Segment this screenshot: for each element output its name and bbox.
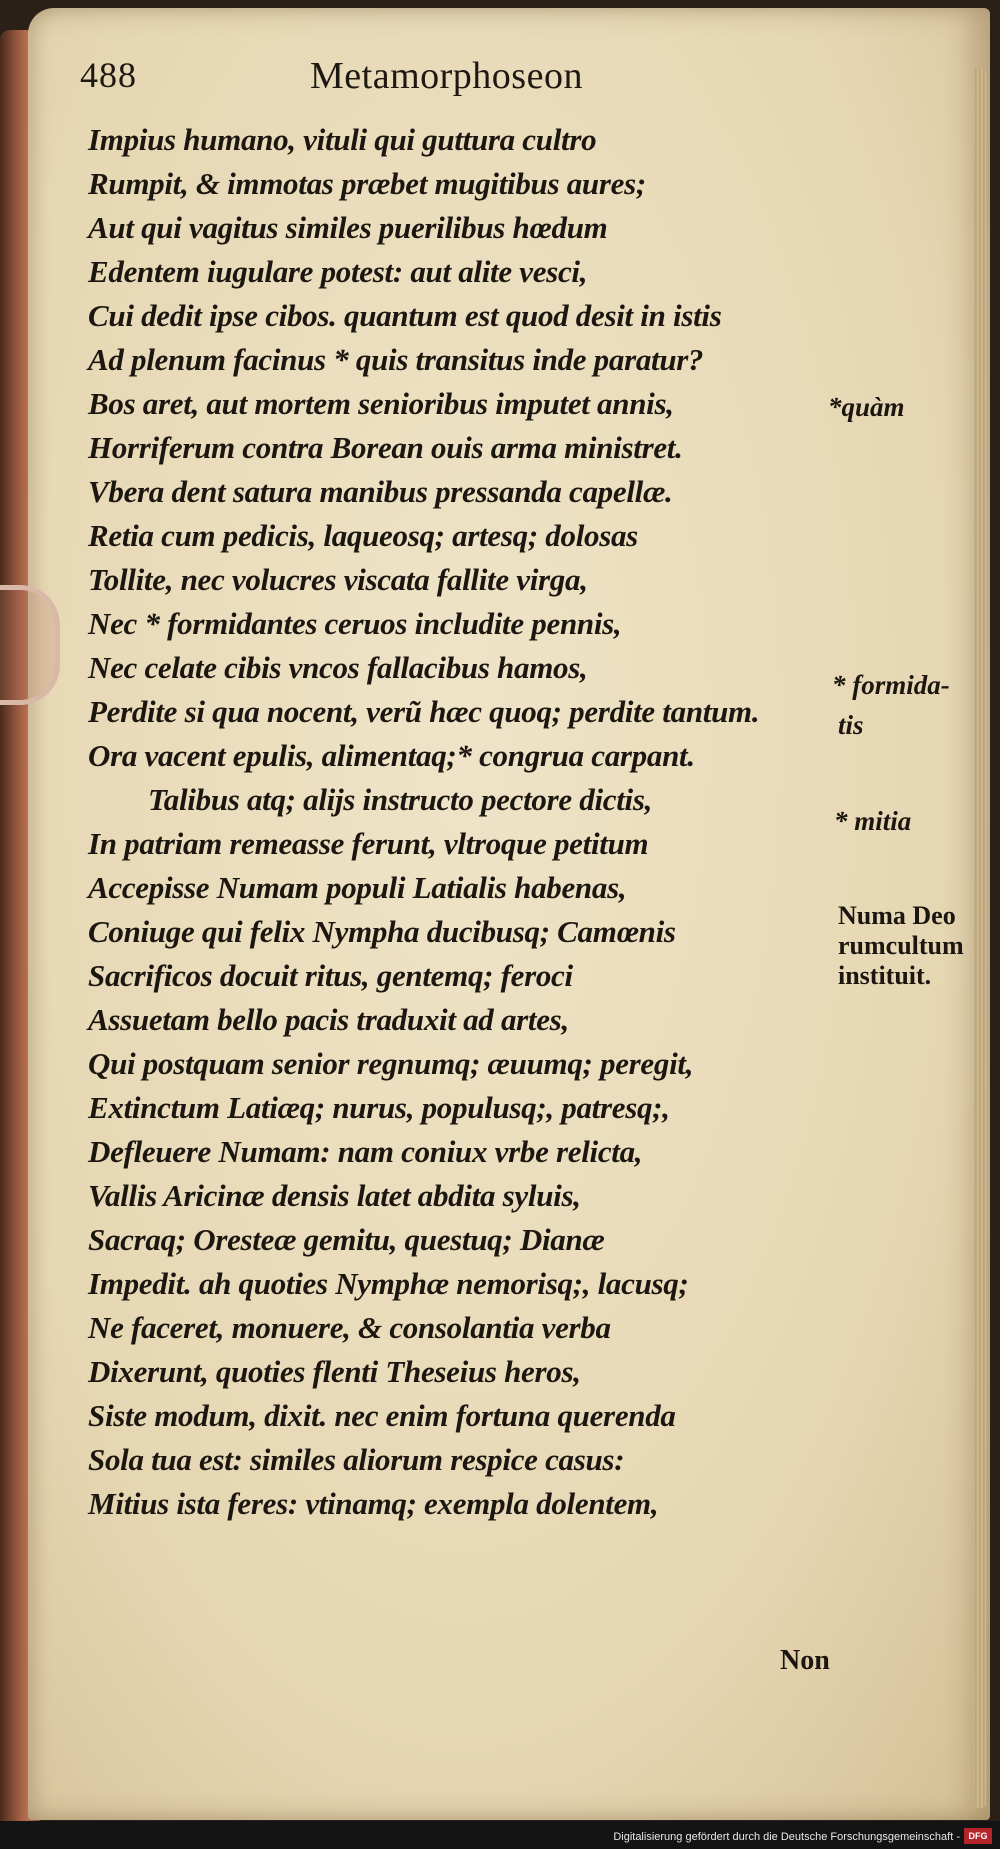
margin-note-mitia: * mitia <box>834 806 912 836</box>
verse-line: Vallis Aricinæ densis latet abdita syluis, <box>88 1178 581 1213</box>
book-title: Metamorphoseon <box>310 55 583 97</box>
verse-line: Coniuge qui felix Nympha ducibusq; Camœnis <box>88 914 676 949</box>
verse-line: Cui dedit ipse cibos. quantum est quod desit in istis <box>88 298 722 333</box>
verse-line: Extinctum Latiæq; nurus, populusq;, patresq;, <box>88 1090 670 1125</box>
verse-line: Siste modum, dixit. nec enim fortuna querenda <box>88 1398 676 1433</box>
margin-note-numa: Numa Deo <box>838 901 956 930</box>
verse-line: Sacraq; Oresteæ gemitu, questuq; Dianæ <box>88 1222 605 1257</box>
margin-note-formidatis: * formida- <box>832 670 950 700</box>
verse-line: Accepisse Numam populi Latialis habenas, <box>88 870 627 905</box>
verse-line: Impedit. ah quoties Nymphæ nemorisq;, lacusq; <box>88 1266 689 1301</box>
verse-line: Qui postquam senior regnumq; æuumq; peregit, <box>88 1046 694 1081</box>
margin-note-numa: instituit. <box>838 961 932 990</box>
verse-line: Ad plenum facinus * quis transitus inde paratur? <box>88 342 704 377</box>
footer-bar <box>0 1821 1000 1849</box>
verse-line: Edentem iugulare potest: aut alite vesci, <box>88 254 588 289</box>
catchword: Non <box>780 1645 830 1676</box>
verse-line: Perdite si qua nocent, verũ hæc quoq; perdite tantum. <box>88 694 760 729</box>
verse-line: Sola tua est: similes aliorum respice casus: <box>88 1442 625 1477</box>
verse-line: Tollite, nec volucres viscata fallite virga, <box>88 562 588 597</box>
verse-line: Talibus atq; alijs instructo pectore dictis, <box>148 782 653 817</box>
verse-line: Bos aret, aut mortem senioribus imputet annis, <box>88 386 674 421</box>
margin-note-numa: rumcultum <box>838 931 964 960</box>
verse-line: Rumpit, & immotas præbet mugitibus aures; <box>88 166 646 201</box>
verse-line: Aut qui vagitus similes puerilibus hœdum <box>88 210 608 245</box>
footer-credit: Digitalisierung gefördert durch die Deutsche Forschungsgemeinschaft - <box>613 1831 960 1843</box>
margin-note-quam: *quàm <box>828 392 905 422</box>
verse-line: Sacrificos docuit ritus, gentemq; feroci <box>88 958 573 993</box>
verse-line: Retia cum pedicis, laqueosq; artesq; dolosas <box>88 518 638 553</box>
verse-line: Vbera dent satura manibus pressanda capellæ. <box>88 474 673 509</box>
verse-line: Ora vacent epulis, alimentaq;* congrua carpant. <box>88 738 695 773</box>
verse-line: Nec * formidantes ceruos includite pennis, <box>88 606 622 641</box>
verse-line: Defleuere Numam: nam coniux vrbe relicta, <box>88 1134 643 1169</box>
verse-line: Mitius ista feres: vtinamq; exempla dolentem, <box>88 1486 659 1521</box>
verse-line: In patriam remeasse ferunt, vltroque petitum <box>88 826 649 861</box>
dfg-logo: DFG <box>964 1828 992 1844</box>
verse-line: Impius humano, vituli qui guttura cultro <box>88 122 597 157</box>
verse-line: Horriferum contra Borean ouis arma ministret. <box>88 430 683 465</box>
verse-line: Nec celate cibis vncos fallacibus hamos, <box>88 650 588 685</box>
verse-line: Ne faceret, monuere, & consolantia verba <box>88 1310 611 1345</box>
verse-line: Dixerunt, quoties flenti Theseius heros, <box>88 1354 581 1389</box>
page-number: 488 <box>80 55 137 95</box>
margin-note-formidatis: tis <box>838 710 864 740</box>
verse-line: Assuetam bello pacis traduxit ad artes, <box>88 1002 569 1037</box>
